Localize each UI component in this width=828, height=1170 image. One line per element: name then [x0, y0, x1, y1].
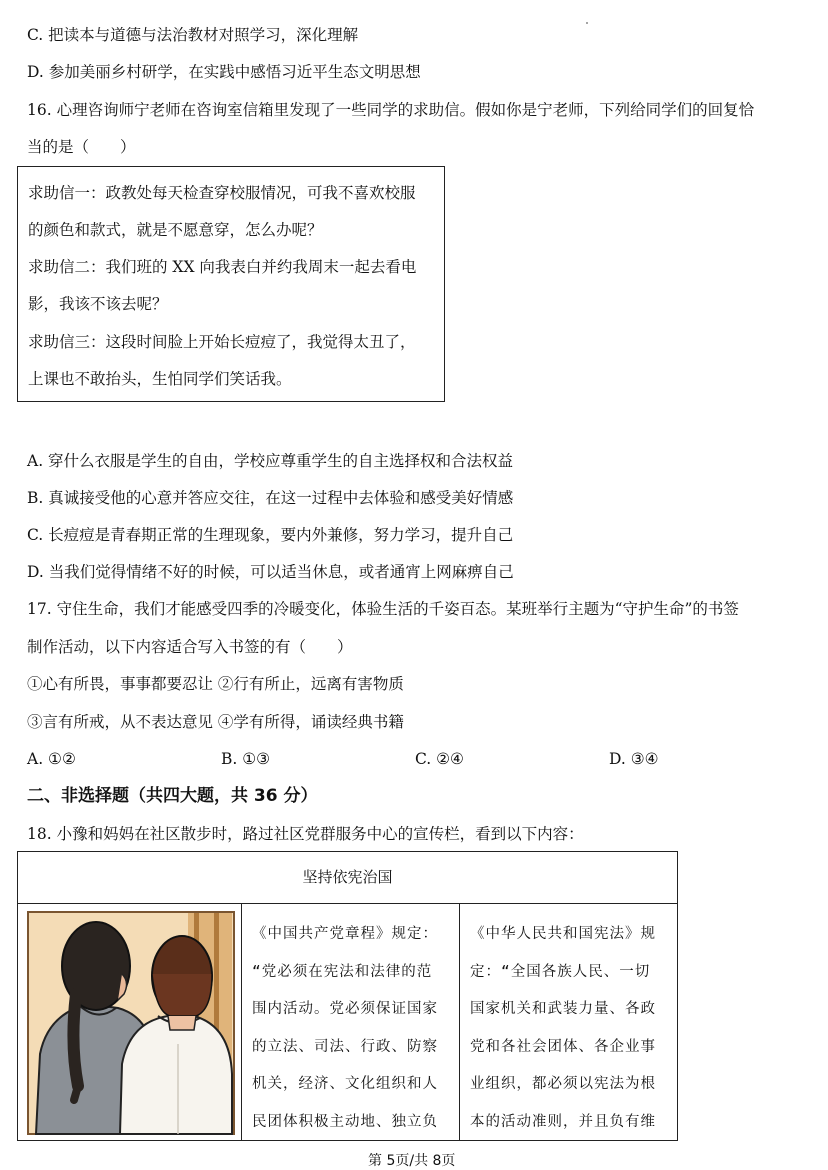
illustration-cell — [18, 904, 242, 1140]
q17-stem-line2: 制作活动，以下内容适合写入书签的有（ ） — [27, 638, 353, 656]
q15-option-c: C. 把读本与道德与法治教材对照学习，深化理解 — [27, 26, 359, 44]
q16-option-b: B. 真诚接受他的心意并答应交往，在这一过程中去体验和感受美好情感 — [27, 489, 514, 507]
national-constitution-line: 定：“全国各族人民、一切 — [470, 963, 651, 980]
page-footer: 第 5页/共 8页 — [368, 1153, 456, 1169]
q16-option-a: A. 穿什么衣服是学生的自由，学校应尊重学生的自主选择权和合法权益 — [27, 452, 514, 470]
q16-stem-line2: 当的是（ ） — [27, 138, 136, 156]
q17-option-d: D. ③④ — [609, 750, 659, 768]
help-letters-box — [17, 166, 445, 402]
letter-line: 求助信一：政教处每天检查穿校服情况，可我不喜欢校服 — [28, 184, 416, 202]
q17-option-a: A. ①② — [27, 750, 76, 768]
scan-speck — [586, 22, 588, 24]
letter-line: 求助信二：我们班的 XX 向我表白并约我周末一起去看电 — [28, 258, 417, 276]
national-constitution-cell — [460, 904, 676, 1140]
section-heading: 二、非选择题（共四大题，共 36 分） — [27, 786, 318, 806]
q16-option-c: C. 长痘痘是青春期正常的生理现象，要内外兼修，努力学习，提升自己 — [27, 526, 514, 544]
party-constitution-line: 的立法、司法、行政、防察 — [252, 1038, 438, 1055]
q17-stem-line1: 17. 守住生命，我们才能感受四季的冷暖变化，体验生活的千姿百态。某班举行主题为“守护生命”的书签 — [27, 600, 739, 618]
q17-option-c: C. ②④ — [415, 750, 464, 768]
national-constitution-line: 国家机关和武装力量、各政 — [470, 1001, 656, 1017]
q18-stem: 18. 小豫和妈妈在社区散步时，路过社区党群服务中心的宣传栏，看到以下内容： — [27, 825, 584, 843]
q17-option-b: B. ①③ — [221, 750, 271, 768]
national-constitution-line: 本的活动准则，并且负有维 — [470, 1113, 656, 1130]
party-constitution-line: 《中国共产党章程》规定： — [252, 926, 438, 942]
party-constitution-line: “党必须在宪法和法律的范 — [252, 963, 433, 980]
q17-items-line1: ①心有所畏，事事都要忍让 ②行有所止，远离有害物质 — [27, 675, 404, 693]
q17-items-line2: ③言有所戒，从不表达意见 ④学有所得，诵读经典书籍 — [27, 713, 404, 731]
party-constitution-line: 民团体积极主动地、独立负 — [252, 1113, 438, 1130]
q16-option-d: D. 当我们觉得情绪不好的时候，可以适当休息，或者通宵上网麻痹自己 — [27, 563, 514, 581]
poster-title: 坚持依宪治国 — [18, 852, 677, 904]
letter-line: 影，我该不该去呢？ — [28, 295, 168, 313]
party-constitution-line: 机关，经济、文化组织和人 — [252, 1076, 438, 1092]
letter-line: 的颜色和款式，就是不愿意穿，怎么办呢？ — [28, 221, 323, 239]
national-constitution-line: 党和各社会团体、各企业事 — [470, 1038, 656, 1055]
letter-line: 上课也不敢抬头，生怕同学们笑话我。 — [28, 370, 292, 388]
q15-option-d: D. 参加美丽乡村研学，在实践中感悟习近平生态文明思想 — [27, 63, 421, 81]
national-constitution-line: 业组织，都必须以宪法为根 — [470, 1076, 656, 1092]
q16-stem-line1: 16. 心理咨询师宁老师在咨询室信箱里发现了一些同学的求助信。假如你是宁老师，下列给同学们的回复恰 — [27, 101, 755, 119]
party-constitution-cell — [242, 904, 460, 1140]
mother-daughter-illustration — [18, 904, 240, 1138]
national-constitution-line: 《中华人民共和国宪法》规 — [470, 926, 656, 942]
letter-line: 求助信三：这段时间脸上开始长痘痘了，我觉得太丑了， — [28, 333, 416, 351]
bulletin-board-poster — [17, 851, 678, 1141]
party-constitution-line: 围内活动。党必须保证国家 — [252, 1001, 438, 1017]
